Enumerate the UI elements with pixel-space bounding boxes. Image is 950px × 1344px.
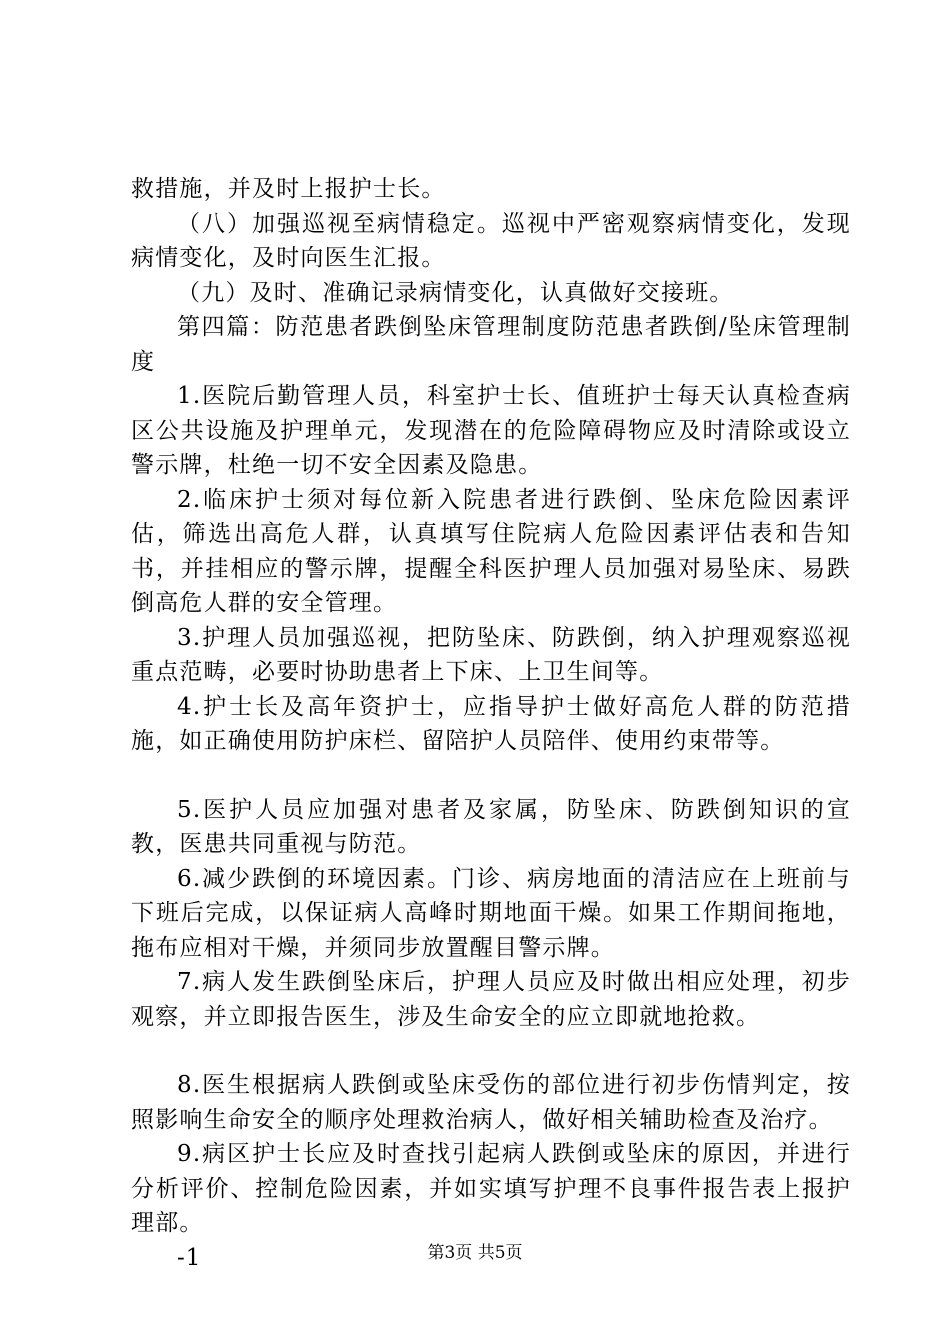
rule-item-9: 9.病区护士长应及时查找引起病人跌倒或坠床的原因，并进行分析评价、控制危险因素，并如实填写护理不良事件报告表上报护理部。 [131, 1141, 851, 1236]
rule-item-2: 2.临床护士须对每位新入院患者进行跌倒、坠床危险因素评估，筛选出高危人群，认真填写住院病人危险因素评估表和告知书，并挂相应的警示牌，提醒全科医护理人员加强对易坠床、易跌倒高危人群的安全管理。 [131, 486, 851, 616]
rule-item-5: 5.医护人员应加强对患者及家属，防坠床、防跌倒知识的宣教，医患共同重视与防范。 [131, 796, 851, 857]
document-body [131, 172, 851, 1275]
trailing-marker: -1 [177, 1244, 202, 1271]
rule-item-1: 1.医院后勤管理人员，科室护士长、值班护士每天认真检查病区公共设施及护理单元，发现潜在的危险障碍物应及时清除或设立警示牌，杜绝一切不安全因素及隐患。 [131, 383, 851, 478]
paragraph-item-8: （八）加强巡视至病情稳定。巡视中严密观察病情变化，发现病情变化，及时向医生汇报。 [131, 210, 851, 271]
paragraph-item-9: （九）及时、准确记录病情变化，认真做好交接班。 [177, 279, 734, 306]
rule-item-6: 6.减少跌倒的环境因素。门诊、病房地面的清洁应在上班前与下班后完成，以保证病人高峰时期地面干燥。如果工作期间拖地，拖布应相对干燥，并须同步放置醒目警示牌。 [131, 865, 851, 961]
page-footer: 第3页 共5页 [427, 1243, 523, 1263]
rule-item-7: 7.病人发生跌倒坠床后，护理人员应及时做出相应处理，初步观察，并立即报告医生，涉及生命安全的应立即就地抢救。 [131, 969, 851, 1030]
rule-item-3: 3.护理人员加强巡视，把防坠床、防跌倒，纳入护理观察巡视重点范畴，必要时协助患者上下床、上卫生间等。 [131, 624, 851, 685]
rule-item-8: 8.医生根据病人跌倒或坠床受伤的部位进行初步伤情判定，按照影响生命安全的顺序处理救治病人，做好相关辅助检查及治疗。 [131, 1072, 851, 1133]
rule-item-4: 4.护士长及高年资护士，应指导护士做好高危人群的防范措施，如正确使用防护床栏、留陪护人员陪伴、使用约束带等。 [131, 693, 851, 754]
section-heading-part-4: 第四篇：防范患者跌倒坠床管理制度防范患者跌倒/坠床管理制度 [131, 314, 851, 375]
paragraph-continuation: 救措施，并及时上报护士长。 [131, 176, 446, 202]
